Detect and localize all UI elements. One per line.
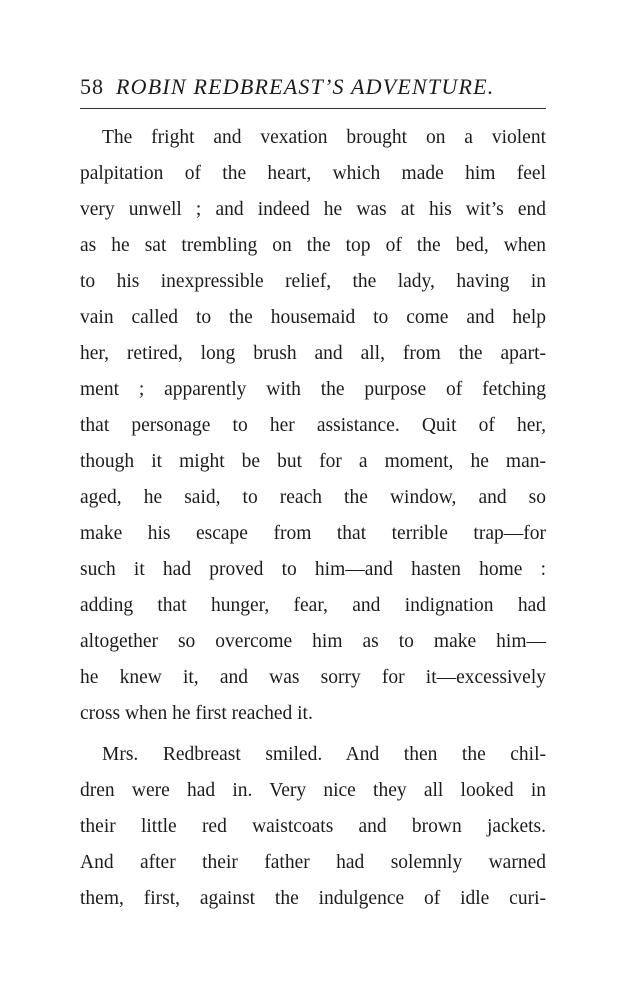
text-line: as he sat trembling on the top of the bed, when	[80, 235, 546, 256]
text-line: to his inexpressible relief, the lady, having in	[80, 271, 546, 292]
paragraph-2	[80, 737, 546, 917]
page-number: 58	[80, 74, 104, 99]
text-line: them, first, against the indulgence of idle curi-	[80, 888, 546, 909]
text-line: The fright and vexation brought on a violent	[102, 127, 546, 148]
text-line: though it might be but for a moment, he man-	[80, 451, 546, 472]
text-line: that personage to her assistance. Quit of her,	[80, 415, 546, 436]
text-line: such it had proved to him—and hasten home :	[80, 559, 546, 580]
text-line: altogether so overcome him as to make him—	[80, 631, 546, 652]
text-line: Mrs. Redbreast smiled. And then the chil-	[102, 744, 546, 765]
text-line: And after their father had solemnly warned	[80, 852, 546, 873]
text-line: vain called to the housemaid to come and help	[80, 307, 546, 328]
text-line: their little red waistcoats and brown jackets.	[80, 816, 546, 837]
header-rule	[80, 108, 546, 109]
text-line: cross when he first reached it.	[80, 703, 313, 724]
text-line: ment ; apparently with the purpose of fetching	[80, 379, 546, 400]
text-line: adding that hunger, fear, and indignation had	[80, 595, 546, 616]
text-line: aged, he said, to reach the window, and so	[80, 487, 546, 508]
body-text	[80, 120, 546, 917]
text-line: dren were had in. Very nice they all looked in	[80, 780, 546, 801]
text-line: palpitation of the heart, which made him feel	[80, 163, 546, 184]
paragraph-1	[80, 120, 546, 732]
text-line: he knew it, and was sorry for it—excessively	[80, 667, 546, 688]
running-title: ROBIN REDBREAST’S ADVENTURE.	[116, 74, 495, 99]
text-line: her, retired, long brush and all, from the apart-	[80, 343, 546, 364]
text-line: make his escape from that terrible trap—for	[80, 523, 546, 544]
text-line: very unwell ; and indeed he was at his wit’s end	[80, 199, 546, 220]
page-header	[80, 72, 546, 102]
